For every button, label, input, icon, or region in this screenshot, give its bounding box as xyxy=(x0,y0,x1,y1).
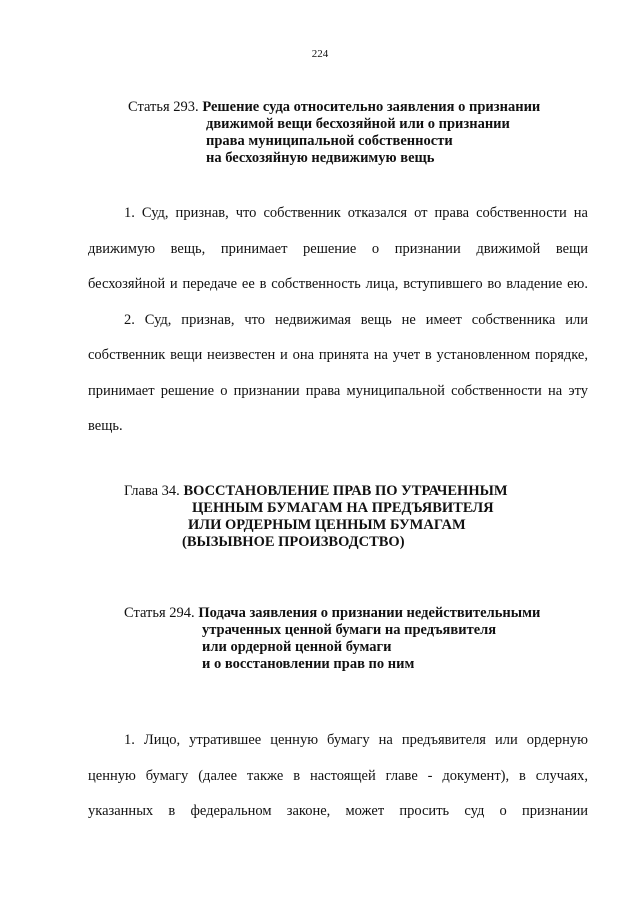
article-293-body-line-6: принимает решение о признании права муниципальной собственности на эту xyxy=(88,383,588,399)
chapter-34-title-line-1: ВОССТАНОВЛЕНИЕ ПРАВ ПО УТРАЧЕННЫМ xyxy=(183,483,508,499)
article-293-title-line-1: Решение суда относительно заявления о признании xyxy=(202,99,541,115)
article-294-title-line-4: и о восстановлении прав по ним xyxy=(202,656,415,672)
article-294-body-line-1: 1. Лицо, утратившее ценную бумагу на предъявителя или ордерную xyxy=(124,732,588,748)
article-293-body-line-1: 1. Суд, признав, что собственник отказался от права собственности на xyxy=(124,205,588,221)
chapter-34-title-line-3: ИЛИ ОРДЕРНЫМ ЦЕННЫМ БУМАГАМ xyxy=(188,517,466,533)
chapter-34-title-line-2: ЦЕННЫМ БУМАГАМ НА ПРЕДЪЯВИТЕЛЯ xyxy=(192,500,494,516)
article-293-heading xyxy=(128,99,540,167)
article-294-prefix: Статья 294. xyxy=(124,605,195,621)
chapter-34-title-line-4: (ВЫЗЫВНОЕ ПРОИЗВОДСТВО) xyxy=(182,534,405,550)
article-294-title-line-1: Подача заявления о признании недействительными xyxy=(198,605,541,621)
chapter-34-prefix: Глава 34. xyxy=(124,483,180,499)
article-294-heading xyxy=(124,605,540,673)
article-293-body-line-4: 2. Суд, признав, что недвижимая вещь не имеет собственника или xyxy=(124,312,588,328)
chapter-34-heading xyxy=(124,483,508,551)
article-293-body-line-5: собственник вещи неизвестен и она принята на учет в установленном порядке, xyxy=(88,347,588,363)
article-294-title-line-2: утраченных ценной бумаги на предъявителя xyxy=(202,622,497,638)
article-293-prefix: Статья 293. xyxy=(128,99,199,115)
page-number: 224 xyxy=(311,48,329,60)
article-294-body-line-2: ценную бумагу (далее также в настоящей главе - документ), в случаях, xyxy=(88,768,588,784)
article-293-body-line-2: движимую вещь, принимает решение о признании движимой вещи xyxy=(88,241,588,257)
article-293-body-line-3: бесхозяйной и передаче ее в собственность лица, вступившего во владение ею. xyxy=(88,276,588,292)
article-294-body-line-3: указанных в федеральном законе, может просить суд о признании xyxy=(88,803,588,819)
article-293-title-line-3: права муниципальной собственности xyxy=(206,133,453,149)
article-293-title-line-4: на бесхозяйную недвижимую вещь xyxy=(206,150,435,166)
article-293-body-line-7: вещь. xyxy=(88,418,123,434)
article-293-title-line-2: движимой вещи бесхозяйной или о признании xyxy=(206,116,510,132)
article-294-title-line-3: или ордерной ценной бумаги xyxy=(202,639,392,655)
